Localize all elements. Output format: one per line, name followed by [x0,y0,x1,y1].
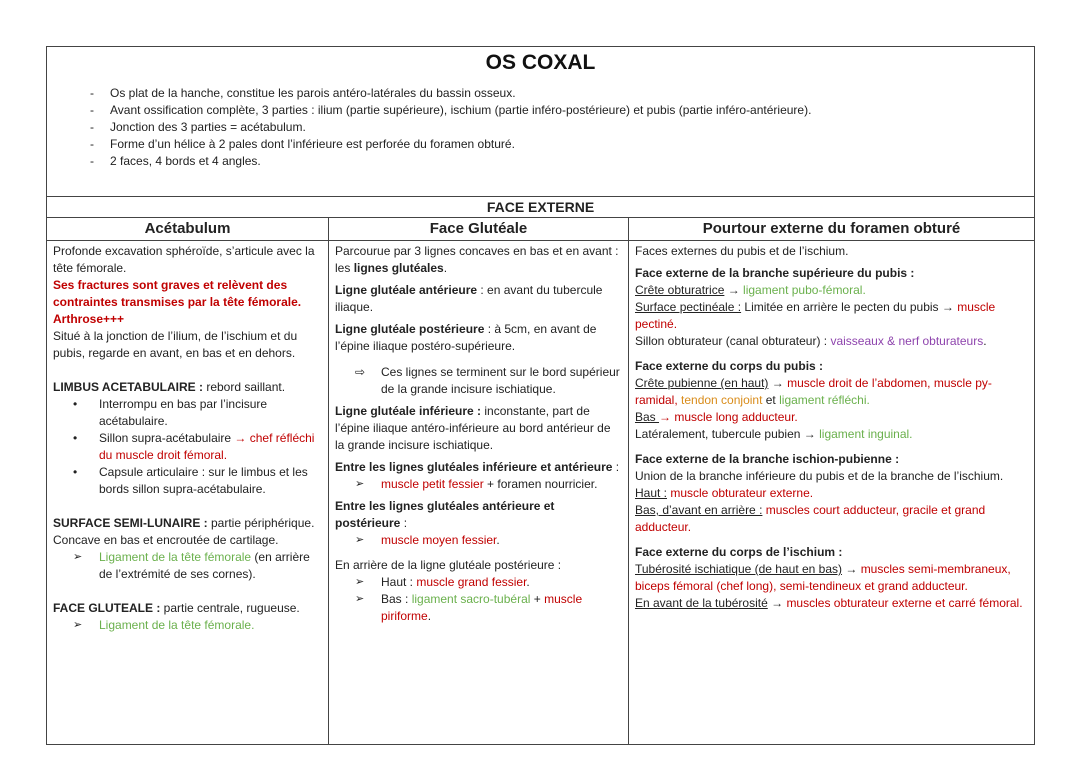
ligament-text: ligament pubo-fémoral. [743,283,866,297]
muscle-text: muscle petit fessier [381,477,484,491]
text: Tubérosité ischiatique (de haut en bas) [635,562,843,576]
text [635,333,1028,350]
list-item [335,532,622,549]
heading: Entre les lignes glutéales inférieure et antérieure [335,460,613,474]
text: partie périphérique. [207,516,315,530]
muscle-text: muscles semi-membraneux, biceps fémoral (chef long), semi-tendineux et grand adducteur. [635,562,1011,593]
intro-item: - Avant ossification complète, 3 parties : ilium (partie supérieure), ischium (partie inféro-postérieure) et pubis (partie inféro-antérieure). [90,102,1024,119]
text: → [724,283,744,297]
list-item [53,549,322,583]
text: + [530,592,545,606]
text: Latéralement, tubercule pubien → [635,427,820,441]
vessel-text: vaisseaux & nerf obturateurs [830,334,984,348]
ligament-text: Ligament de la tête fémorale [99,550,252,564]
text: Profonde excavation sphéroïde, s’articule avec la tête fémorale. [53,244,315,275]
text: Surface pectinéale : [635,300,742,314]
text: Situé à la jonction de l’ilium, de l’ischium et du pubis, regarde en avant, en bas et en dehors. [53,329,298,360]
warning-text: Ses fractures sont graves et relèvent des contraintes transmises par la tête fémorale. Arthrose+++ [53,278,302,326]
face-externe-table [46,197,1035,745]
list-item [53,430,322,464]
text: : [400,516,408,530]
ligament-text: ligament sacro-tubéral [411,592,531,606]
ligne-posterieure [335,321,622,355]
text: Crête obturatrice [635,283,725,297]
muscle-text: → chef réfléchi du muscle droit fémoral. [99,431,315,462]
text [635,595,1028,612]
text: Bas : [381,592,412,606]
text [635,409,1028,426]
list-item: • Interrompu en bas par l’incisure acétabulaire. [53,396,322,430]
list-item [335,591,622,625]
heading: Ligne glutéale antérieure [335,283,478,297]
document-page [46,46,1035,632]
column-header-face-glutéale: Face Glutéale [329,218,629,240]
text: Sillon supra-acétabulaire [99,431,235,445]
text [635,282,1028,299]
text: → [767,596,787,610]
intro-item: - Forme d’un hélice à 2 pales dont l’inférieure est perforée du foramen obturé. [90,136,1024,153]
semi-lunaire-paragraph [53,515,322,532]
list-item [335,476,622,493]
ligament-text: Ligament de la tête fémorale. [99,618,255,632]
text: Faces externes du pubis et de l’ischium. [635,244,849,258]
heading: Face externe du corps du pubis : [635,359,824,373]
muscle-text: → muscle long adducteur. [659,410,798,424]
heading: Face externe du corps de l’ischium : [635,545,843,559]
text: lignes glutéales [353,261,444,275]
intro-item: - 2 faces, 4 bords et 4 angles. [90,153,1024,170]
heading [335,498,622,532]
text: Bas, d’avant en arrière : [635,503,763,517]
text: + foramen nourricier. [483,477,598,491]
intro-list [57,85,1024,170]
text: Haut : [381,575,417,589]
text: En avant de la tubérosité [635,596,768,610]
text: Limitée en arrière le pecten du pubis → [741,300,958,314]
text [335,243,622,277]
text: (en arrière de l’extrémité de ses cornes). [99,550,310,581]
tendon-text: tendon conjoint [681,393,763,407]
muscle-text: muscle grand fessier [416,575,527,589]
column-face-glutéale [329,241,629,744]
heading: Face externe de la branche supérieure du pubis : [635,266,915,280]
text: : à 5cm, en avant de l’épine iliaque postéro-supérieure. [335,322,597,353]
muscle-text: muscle obturateur externe. [667,486,814,500]
text: → [768,376,788,390]
text [635,485,1028,502]
note-item: ⇨ Ces lignes se terminent sur le bord supérieur de la grande incisure ischiatique. [335,364,622,398]
text: . [443,261,448,275]
text: . [496,533,500,547]
table-body-row [47,241,1034,744]
heading [335,459,622,476]
heading: SURFACE SEMI-LUNAIRE : [53,516,208,530]
column-acetabulum [47,241,329,744]
column-header-foramen: Pourtour externe du foramen obturé [702,220,961,237]
muscle-text: muscle pectiné. [635,300,996,331]
text [635,561,1028,595]
section-title: FACE EXTERNE [47,197,1034,218]
text: Bas [635,410,660,424]
column-header-acetabulum: Acétabulum [47,218,329,240]
limbus-paragraph [53,379,322,396]
text: En arrière de la ligne glutéale postérieure : [335,558,562,572]
heading: Ligne glutéale inférieure : [335,404,482,418]
column-foramen [629,241,1034,744]
muscle-text: muscles obturateur externe et carré fémoral. [786,596,1023,610]
text: → [842,562,861,576]
gluteale-paragraph [53,600,322,617]
text [635,299,1028,333]
text: Crête pubienne (en haut) [635,376,769,390]
title-box [46,46,1035,197]
muscle-text: muscle droit de l’abdomen, muscle py-ramidal, [635,376,992,407]
text: partie centrale, rugueuse. [160,601,300,615]
muscle-text: muscle piriforme [381,592,583,623]
text: Concave en bas et encroutée de cartilage. [53,533,279,547]
text: Parcourue par 3 lignes concaves en bas et en avant : les [335,244,619,275]
text [635,426,1028,443]
ligament-text: ligament inguinal. [819,427,913,441]
heading: Entre les lignes glutéales antérieure et postérieure [335,499,555,530]
text: inconstante, part de l’épine iliaque antéro-inférieure au bord antérieur de la grande incisure ischiatique. [335,404,611,452]
ligne-inferieure [335,403,622,454]
ligament-text: ligament réfléchi. [779,393,870,407]
intro-item: - Jonction des 3 parties = acétabulum. [90,119,1024,136]
text: . [526,575,530,589]
text: Union de la branche inférieure du pubis et de la branche de l’ischium. [635,469,1004,483]
heading: LIMBUS ACETABULAIRE : [53,380,203,394]
table-header-row [47,218,1034,241]
list-item [53,617,322,634]
text: Sillon obturateur (canal obturateur) : [635,334,831,348]
heading: FACE GLUTEALE : [53,601,161,615]
text: : en avant du tubercule iliaque. [335,283,603,314]
list-item [335,574,622,591]
heading: Ligne glutéale postérieure [335,322,485,336]
text: Haut : [635,486,668,500]
muscle-text: muscle moyen fessier [381,533,497,547]
text: . [427,609,432,623]
heading: Face externe de la branche ischion-pubienne : [635,452,900,466]
text: et [762,393,780,407]
text: . [983,334,987,348]
intro-item: - Os plat de la hanche, constitue les parois antéro-latérales du bassin osseux. [90,85,1024,102]
text [635,375,1028,409]
muscle-text: muscles court adducteur, gracile et grand adducteur. [635,503,986,534]
list-item: • Capsule articulaire : sur le limbus et les bords sillon supra-acétabulaire. [53,464,322,498]
text [635,502,1028,536]
text: rebord saillant. [203,380,286,394]
page-title: OS COXAL [485,51,596,74]
text: : [612,460,620,474]
ligne-anterieure [335,282,622,316]
